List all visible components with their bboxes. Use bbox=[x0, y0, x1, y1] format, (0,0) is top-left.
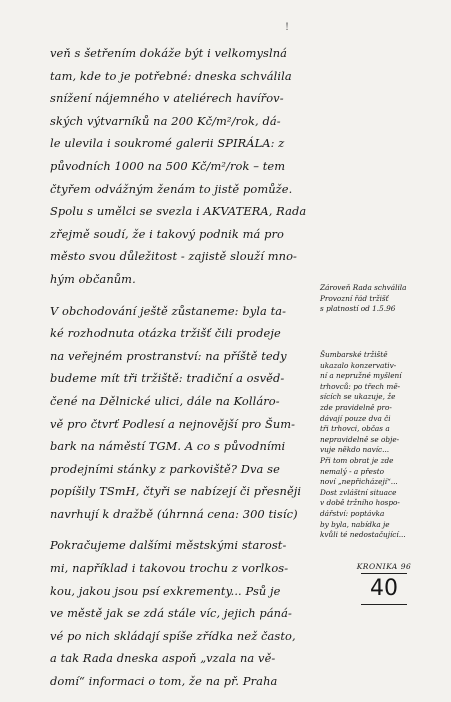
text-line: snížení nájemného v ateliérech havířov- bbox=[50, 91, 284, 106]
text-line: ve městě jak se zdá stále víc, jejich páná- bbox=[50, 606, 292, 621]
page-footer bbox=[344, 562, 424, 605]
note-line: Dost zvláštní situace bbox=[320, 487, 397, 497]
page-number: 40 bbox=[361, 573, 407, 605]
paragraph bbox=[50, 534, 318, 692]
note-line: zde pravidelně pro- bbox=[320, 402, 392, 412]
text-line: město svou důležitost - zajistě slouží mno- bbox=[50, 249, 297, 264]
note-line: v době tržního hospo- bbox=[320, 498, 400, 508]
text-line: navrhují k dražbě (úhrnná cena: 300 tisíc) bbox=[50, 506, 298, 521]
text-line: ských výtvarníků na 200 Kč/m²/rok, dá- bbox=[50, 113, 281, 128]
text-line: popíšily TSmH, čtyři se nabízejí či přesněji bbox=[50, 484, 302, 499]
margin-note-market-rules bbox=[320, 283, 448, 315]
text-line: mi, například i takovou trochu z vorlkos- bbox=[50, 561, 289, 576]
text-line: původních 1000 na 500 Kč/m²/rok – tem bbox=[50, 158, 286, 173]
text-line: a tak Rada dneska aspoň „vzala na vě- bbox=[50, 651, 276, 666]
note-line: sících se ukazuje, že bbox=[320, 392, 396, 402]
text-line: bark na náměstí TGM. A co s původními bbox=[50, 439, 286, 454]
note-line: dářství: poptávka bbox=[320, 508, 385, 518]
note-line: dávají pouze dva či bbox=[320, 413, 391, 423]
text-line: veň s šetřením dokáže být i velkomyslná bbox=[50, 46, 288, 60]
note-line: Provozní řád tržišť bbox=[320, 293, 389, 303]
note-line: nepravidelně se obje- bbox=[320, 434, 400, 444]
text-line: ké rozhodnuta otázka tržišť čili prodeje bbox=[50, 326, 281, 341]
paragraph bbox=[50, 300, 318, 526]
note-line: Zároveň Rada schválila bbox=[320, 283, 407, 292]
text-line: domí“ informaci o tom, že na př. Praha bbox=[50, 674, 278, 689]
text-line: Pokračujeme dalšími městskými starost- bbox=[50, 538, 287, 553]
note-line: by byla, nabídka je bbox=[320, 519, 390, 529]
note-line: vuje někdo navíc... bbox=[320, 445, 390, 455]
text-line: V obchodování ještě zůstaneme: byla ta- bbox=[50, 303, 287, 318]
text-line: budeme mít tři tržiště: tradiční a osvěd- bbox=[50, 371, 285, 386]
text-line: na veřejném prostranství: na příště tedy bbox=[50, 348, 287, 363]
main-text bbox=[50, 42, 318, 702]
text-line: le ulevila i soukromé galerii SPIRÁLA: z bbox=[50, 136, 285, 151]
paragraph bbox=[50, 42, 318, 291]
text-line: vě pro čtvrť Podlesí a nejnovější pro Šum- bbox=[50, 416, 296, 431]
text-line: kou, jakou jsou psí exkrementy... Psů je bbox=[50, 583, 281, 598]
text-line: prodejními stánky z parkoviště? Dva se bbox=[50, 461, 280, 476]
text-line: čené na Dělnické ulici, dále na Kolláro- bbox=[50, 393, 280, 408]
chronicle-label: KRONIKA 96 bbox=[356, 562, 412, 571]
text-line: hým občanům. bbox=[50, 271, 136, 286]
note-line: trhovců: po třech mě- bbox=[320, 381, 401, 391]
note-line: Při tom obrat je zde bbox=[320, 455, 394, 465]
note-line: ukazalo konzervativ- bbox=[320, 360, 397, 370]
text-line: Spolu s umělci se svezla i AKVATERA, Rada bbox=[50, 204, 307, 219]
text-line: tam, kde to je potřebné: dneska schválila bbox=[50, 68, 292, 83]
note-line: ní a nepružné myšlení bbox=[320, 371, 402, 381]
text-line: čtyřem odvážným ženám to jistě pomůže. bbox=[50, 181, 293, 196]
note-line: tři trhovci, občas a bbox=[320, 424, 390, 434]
text-line: vé po nich skládají spíše zřídka než často, bbox=[50, 628, 296, 643]
margin-note-sumbark-market bbox=[320, 350, 448, 541]
text-line: zřejmě soudí, že i takový podnik má pro bbox=[50, 226, 284, 241]
page-mark: ! bbox=[285, 22, 290, 33]
note-line: s platností od 1.5.96 bbox=[320, 304, 396, 314]
note-line: kvůli té nedostačující... bbox=[320, 530, 406, 540]
note-line: noví „nepřicházejí“... bbox=[320, 477, 398, 487]
note-line: nemalý - a přesto bbox=[320, 466, 385, 476]
note-line: Šumbarské tržiště bbox=[320, 350, 388, 359]
